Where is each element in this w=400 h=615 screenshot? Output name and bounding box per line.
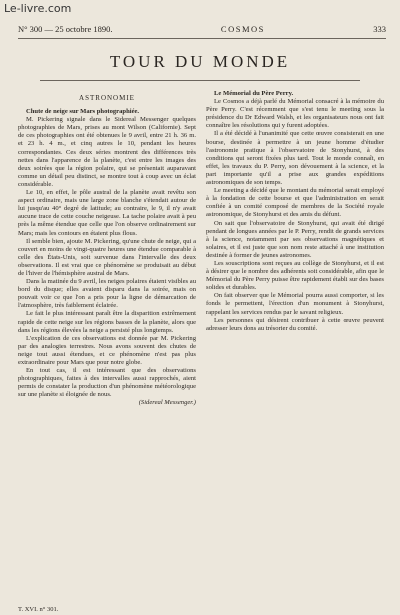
article-signature: (Sidereal Messenger.) <box>138 399 196 407</box>
paragraph: Il semble bien, ajoute M. Pickering, qu'une chute de neige, qui a couvert en moins de vingt-quatre heures une étendue comparable à celle des États-Unis, soit survenue dans l'intervalle des deux observations. Il est vrai que ce phénomène se produisait au début de l'hiver de l'hémisphère austral de Mars. <box>18 237 196 277</box>
paragraph: Les personnes qui désirent contribuer à cette œuvre peuvent adresser leurs dons au trésorier du comité. <box>206 316 384 332</box>
left-paragraphs <box>18 116 196 399</box>
paragraph: Le Cosmos a déjà parlé du Mémorial consacré à la mémoire du Père Perry. C'est récemment que s'est tenu le meeting sous la présidence du Dr Edward Walsh, et les organisateurs nous ont fait connaître les résolutions qui y furent adoptées. <box>206 98 384 130</box>
right-column <box>206 90 384 610</box>
paragraph: Il a été décidé à l'unanimité que cette œuvre consisterait en une bourse, destinée à permettre à un jeune homme d'étudier l'astronomie pratique à l'observatoire de Stonyhurst, à des conditions qui seront fixées plus tard. Tout le monde connaît, en effet, les travaux du P. Perry, son dévouement à la science, et la part importante qu'il a prise aux grandes expéditions astronomiques de son temps. <box>206 130 384 187</box>
issue-date: N° 300 — 25 octobre 1890. <box>18 24 113 34</box>
paragraph: Dans la matinée du 9 avril, les neiges polaires étaient visibles au bord du disque; elles avaient disparu dans la soirée, mais on pouvait voir ce que l'on a pris pour la ligne de démarcation de l'atmosphère, très faiblement éclairée. <box>18 278 196 310</box>
paragraph: Le meeting a décidé que le montant du mémorial serait employé à la fondation de cette bourse et que l'administration en serait confiée à un comité composé de membres de la Société royale astronomique, de Stonyhurst et des amis du défunt. <box>206 187 384 219</box>
magazine-name: COSMOS <box>220 24 265 34</box>
left-column <box>18 90 196 610</box>
section-label: ASTRONOMIE <box>79 94 135 102</box>
paragraph: Le 10, en effet, le pôle austral de la planète avait revêtu son aspect ordinaire, mais une large zone blanche s'étendait autour de lui jusqu'au 40° degré de latitude; au contraire, le 9, il n'y avait aucune trace de cette couche neigeuse. La tache polaire avait à peu près la même étendue que celle que l'on observe ordinairement sur Mars; mais les contours en étaient plus flous. <box>18 189 196 237</box>
site-watermark: Le-livre.com <box>4 2 72 15</box>
paragraph: M. Pickering signale dans le Sidereal Messenger quelques photographies de Mars, prises au mont Wilson (Californie). Sept de ces photographies ont été obtenues le 9 avril, entre 21 h. 36 m. et 23 h. 4 m., et cinq autres le 10, pendant les heures correspondantes. Ces deux séries montrent des différences très nettes dans l'apparence de la planète, c'est entre les images des deux soirées que la région polaire, qui se présentait auparavant comme un détail peu distinct, se montre tout à coup avec un éclat considérable. <box>18 116 196 188</box>
page-title: TOUR DU MONDE <box>109 52 291 71</box>
header-rule <box>18 38 386 39</box>
paragraph: On sait que l'observatoire de Stonyhurst, qui avait été dirigé pendant de longues années par le P. Perry, rendit de grands services à la science, notamment par ses observations magnétiques et solaires, et il est juste que son nom reste attaché à une institution destinée à former de jeunes astronomes. <box>206 219 384 259</box>
footer-note: T. XVI. n° 301. <box>18 606 59 613</box>
paragraph: Les souscriptions sont reçues au collège de Stonyhurst, et il est à désirer que le nombre des adhérents soit considérable, afin que le Mémorial du Père Perry puisse être rapidement établi sur des bases solides et durables. <box>206 259 384 292</box>
page-header <box>18 22 386 36</box>
right-paragraphs <box>206 98 384 333</box>
title-rule <box>40 80 360 81</box>
paragraph: En tout cas, il est intéressant que des observations photographiques, faites à des intervalles aussi rapprochés, aient permis de constater la production d'un phénomène météorologique sur une planète si éloignée de nous. <box>18 367 196 399</box>
paragraph: L'explication de ces observations est donnée par M. Pickering par des analogies terrestres. Nous avons souvent des chutes de neige tout aussi étendues, et ce phénomène n'est pas plus extraordinaire pour Mars que pour notre globe. <box>18 334 196 366</box>
paragraph: Le fait le plus intéressant paraît être la disparition extrêmement rapide de cette neige sur les régions basses de la planète, alors que dans les régions élevées la neige a persisté plus longtemps. <box>18 310 196 334</box>
paragraph: On fait observer que le Mémorial pourra aussi comporter, si les fonds le permettent, l'érection d'un monument à Stonyhurst, rappelant les services rendus par le savant religieux. <box>206 292 384 316</box>
article-title: Chute de neige sur Mars photographiée. <box>26 108 140 116</box>
article-title: Le Mémorial du Père Perry. <box>214 90 294 97</box>
page-number: 333 <box>373 24 386 34</box>
